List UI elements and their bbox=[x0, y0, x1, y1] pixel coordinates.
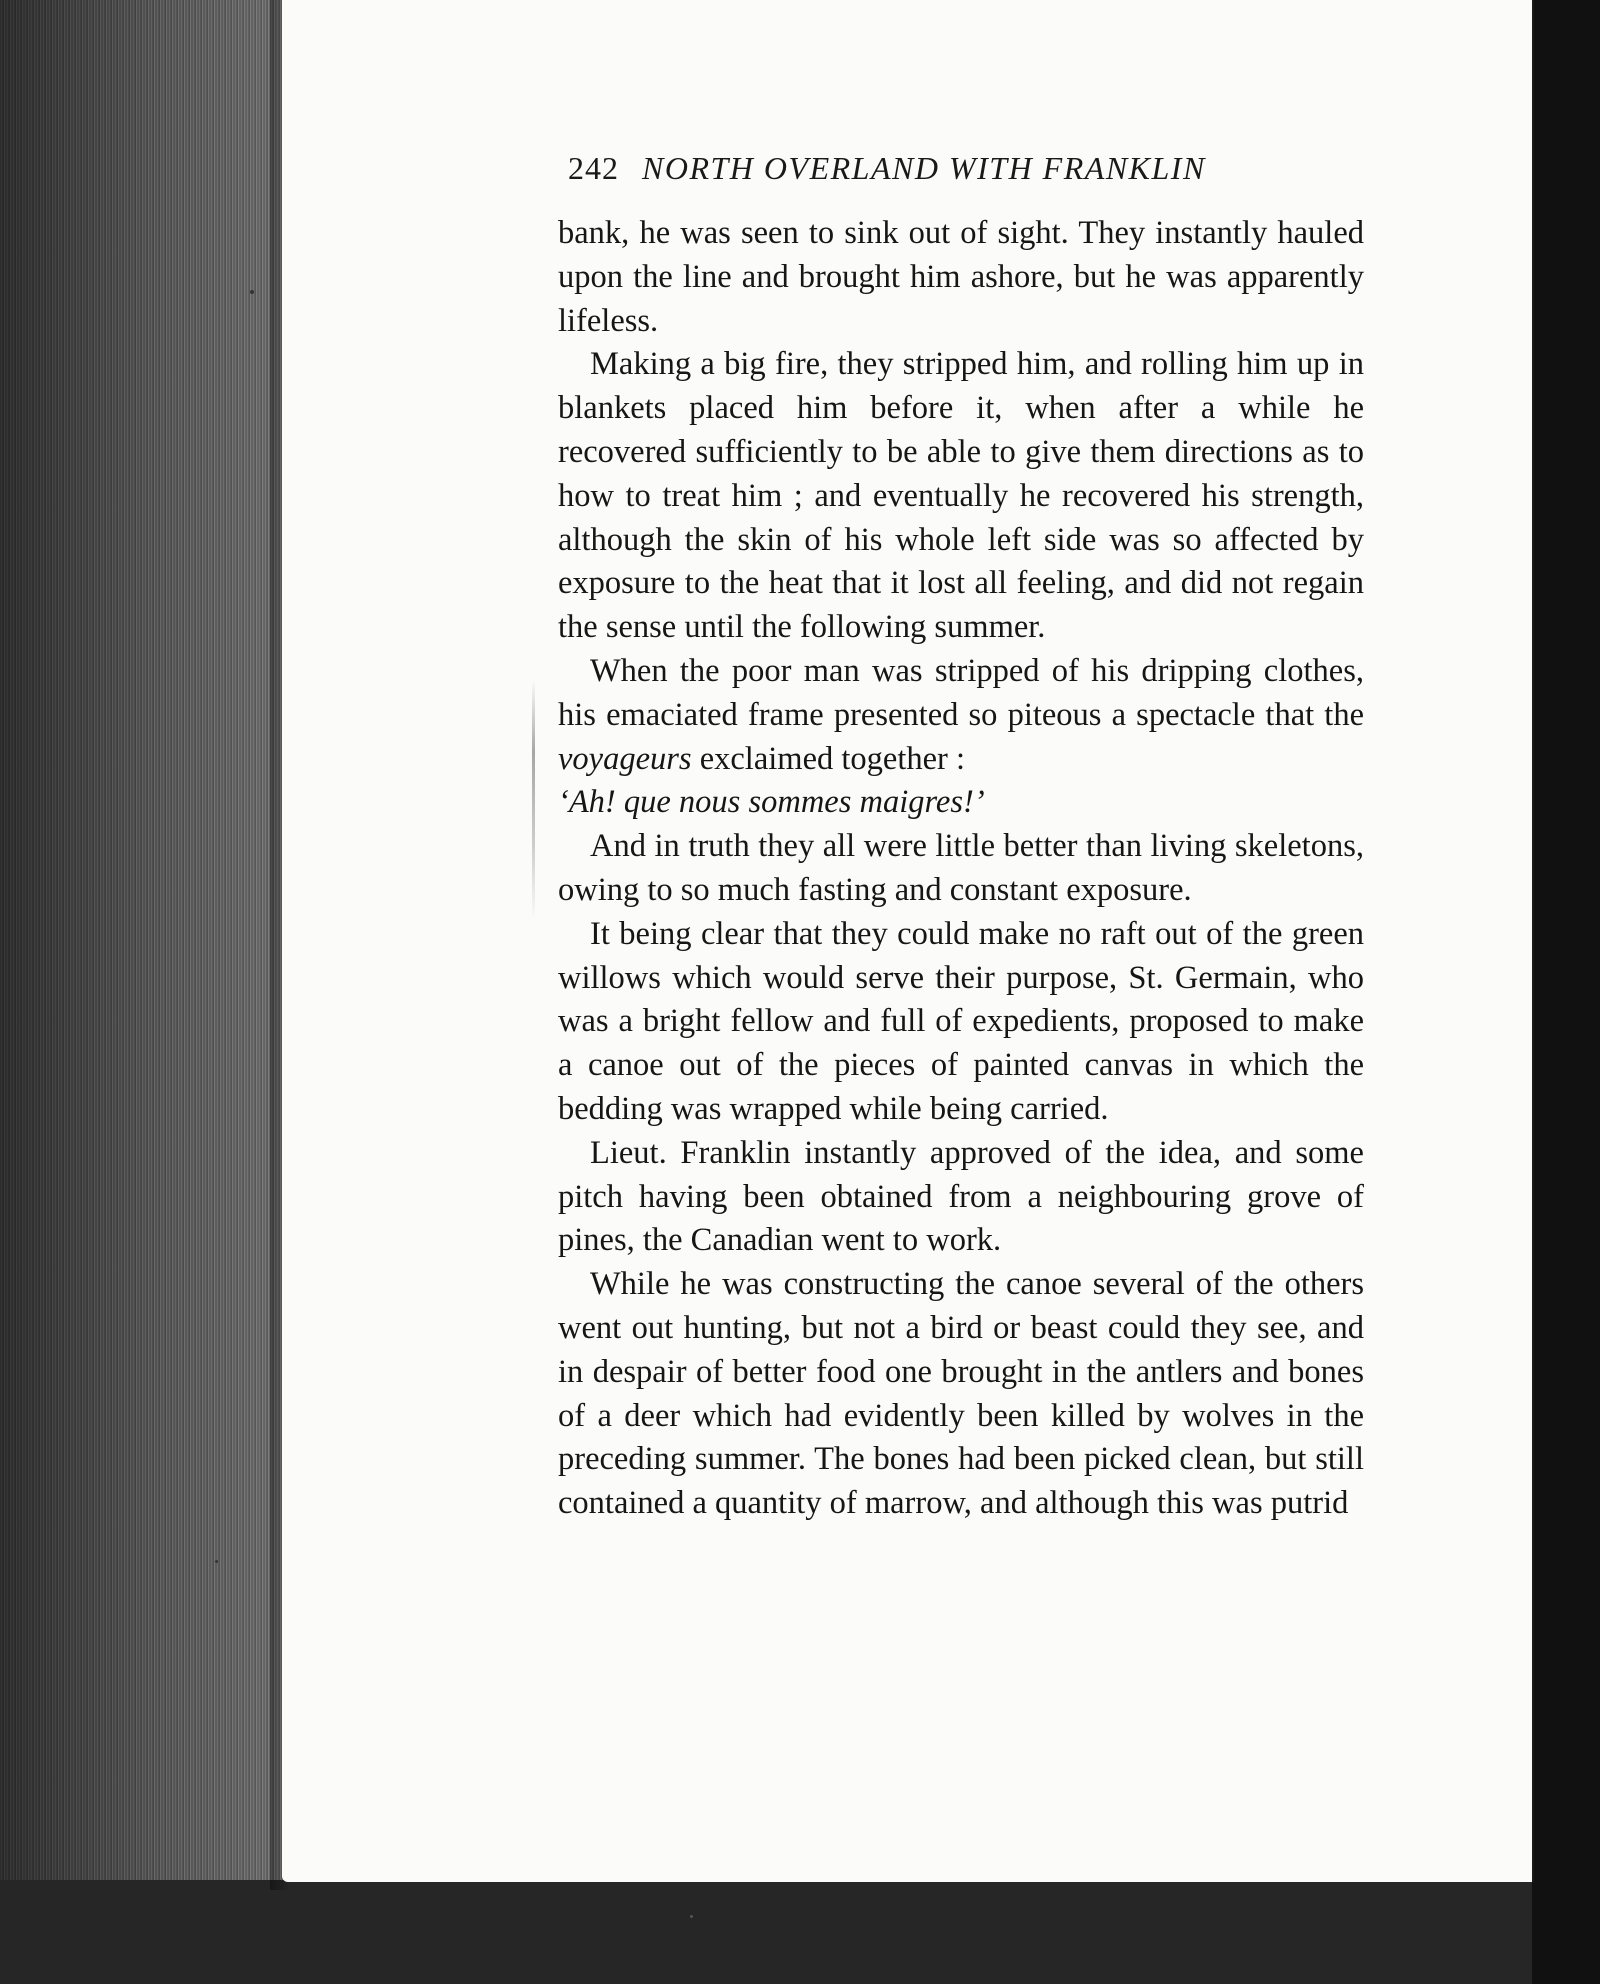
paragraph: It being clear that they could make no raft out of the green willows which would serve their purpose, St. Germain, who was a bright fellow and full of expedients, proposed to make a canoe out of the pieces of painted canvas in which the bedding was wrapped while being carried. bbox=[558, 915, 1364, 1127]
paragraph: While he was constructing the canoe several of the others went out hunting, but not a bird or beast could they see, and in despair of better food one brought in the antlers and bones of a deer which had evidently been killed by wolves in the preceding summer. The bones had been picked clean, but still contained a quantity of marrow, and although this was putrid bbox=[558, 1266, 1364, 1522]
page-body bbox=[558, 212, 1364, 1526]
paragraph-text: When the poor man was stripped of his dripping clothes, his emaciated frame presented so piteous a spectacle that the bbox=[558, 652, 1364, 733]
paragraph bbox=[558, 650, 1364, 781]
paragraph: Making a big fire, they stripped him, and rolling him up in blankets placed him before it, when after a while he recovered sufficiently to be able to give them directions as to how to treat him ; and eventually he recovered his strength, although the skin of his whole left side was so affected by exposure to the heat that it lost all feeling, and did not regain the sense until the following summer. bbox=[558, 346, 1364, 646]
running-title: NORTH OVERLAND WITH FRANKLIN bbox=[642, 150, 1206, 186]
scan-speck bbox=[250, 290, 254, 294]
paragraph: bank, he was seen to sink out of sight. They instantly hauled upon the line and brought him ashore, but he was apparently lifeless. bbox=[558, 215, 1364, 339]
paragraph-text: exclaimed together : bbox=[691, 740, 966, 777]
page-edges-shading bbox=[0, 0, 285, 1984]
bottom-shadow bbox=[0, 1880, 1600, 1984]
paragraph: Lieut. Franklin instantly approved of the idea, and some pitch having been obtained from a neighbouring grove of pines, the Canadian went to work. bbox=[558, 1134, 1364, 1259]
scan-speck bbox=[215, 1560, 218, 1563]
right-page-fold bbox=[1532, 0, 1600, 1984]
page-header bbox=[568, 150, 1298, 196]
french-quotation: ‘Ah! que nous sommes maigres!’ bbox=[558, 784, 985, 821]
margin-pencil-mark bbox=[532, 680, 535, 920]
paragraph: And in truth they all were little better than living skeletons, owing to so much fasting and constant exposure. bbox=[558, 828, 1364, 908]
page-number: 242 bbox=[568, 150, 619, 186]
scan-speck bbox=[690, 1915, 693, 1918]
italic-term: voyageurs bbox=[558, 740, 692, 777]
